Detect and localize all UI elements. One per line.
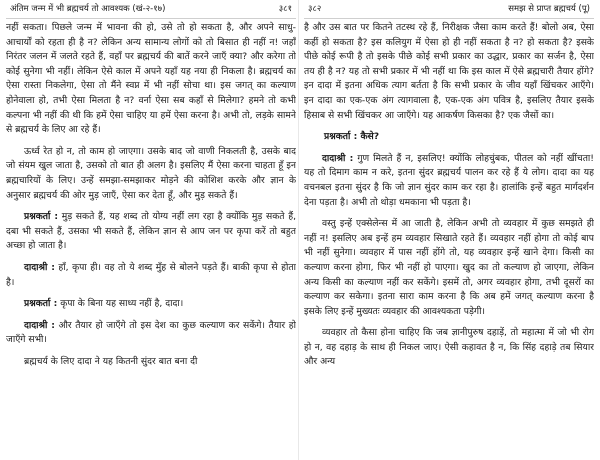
left-page [6, 0, 296, 460]
right-page [304, 0, 594, 460]
question-heading: प्रश्नकर्ता : कैसे? [324, 131, 380, 143]
dialogue-text: मुड़ सकते हैं, यह शब्द तो योग्य नहीं लग रहा है क्योंकि मुड़ सकते हैं, दबा भी सकते हैं, उसका भी सकते हैं, लेकिन ज्ञान से आप जन पर कृपा करें तो बहुत अच्छा हो जाता है। [6, 211, 296, 252]
speaker-label: दादाश्री : [24, 261, 55, 273]
right-header-title: समझ से प्राप्त ब्रह्मचर्य (पू) [508, 3, 590, 14]
left-page-header [6, 0, 296, 19]
right-paragraph-3: व्यवहार तो कैसा होना चाहिए कि जब ज्ञानीपुरुष दहाड़ें, तो महात्मा में जो भी रोग हो न, वह दहाड़ के साथ ही निकल जाए। ऐसी कहावत है न, कि सिंह दहाड़े तब सियार और अन्य [304, 327, 594, 368]
right-paragraph-1: है और उस बात पर कितने तटस्थ रहे हैं, निरीक्षक जैसा काम करते हैं! बोलो अब, ऐसा कहीं हो सकता है? इस कलियुग में ऐसा हो ही नहीं सकता है न? हो सकता है? इसके पीछे कोई रूपी है तो इसके पीछे कोई सभी प्रकार का उद्धार, प्रकार का सर्जन है, ऐसा तय ही है न? यह तो सभी प्रकार में भी नहीं था कि इस काल में ऐसे ब्रह्मचारी तैयार होंगे? इन दादा में इतना अधिक त्याग बर्तता है कि सभी प्रकार के जीव यहाँ खिंचकर आएँगे। इन दादा का एक-एक अंग त्यागवाला है, एक-एक अंग पवित्र है, इसलिए तैयार इसके हिसाब से सभी खिंचकर आ जाएँगे। यह आकर्षण किसका है? एक जैसों का। [304, 22, 594, 121]
speaker-label: प्रश्नकर्ता : [24, 211, 59, 223]
dialogue-text: और तैयार हो जाएँगे तो इस देश का कुछ कल्याण कर सकेंगे। तैयार हो जाएँगे सभी। [6, 319, 296, 346]
dialogue-5 [304, 152, 594, 210]
dialogue-text: हाँ, कृपा ही। वह तो ये शब्द मुँह से बोलने पड़ते हैं। बाकी कृपा से होता है। [6, 261, 296, 288]
right-page-header [304, 0, 594, 19]
dialogue-4 [6, 319, 296, 348]
left-header-title: अंतिम जन्म में भी ब्रह्मचर्य तो आवश्यक (खं-२-१७) [10, 3, 166, 14]
dialogue-text: कृपा के बिना यह साध्य नहीं है, दादा। [60, 298, 184, 310]
speaker-label: दादाश्री : [322, 152, 354, 164]
dialogue-1 [6, 210, 296, 254]
speaker-label: प्रश्नकर्ता : [24, 298, 58, 310]
left-paragraph-2: ऊर्ध्व रेत हो न, तो काम हो जाएगा। उसके बाद जो वाणी निकलती है, उसके बाद जो संयम खुल जाता है, उसको तो बात ही अलग है। इसलिए मैं ऐसा करना चाहता हूँ इन ब्रह्मचारियों के लिए। उन्हें समझा-समझाकर मोड़ने की कोशिश करके और ज्ञान के अनुसार ब्रह्मचर्य की ओर मुड़ जाएँ, ऐसा कर देता हूँ, और मुड़ सकते हैं। [6, 145, 296, 201]
left-paragraph-1: नहीं सकता। पिछले जन्म में भावना की हो, उसे तो हो सकता है, और अपने साधु-आचार्यों को रहता ही है न? लेकिन अन्य सामान्य लोगों को तो बिसात ही नहीं न! जहाँ निरंतर जलन में जलते रहते हैं, वहाँ पर ब्रह्मचर्य की बातें करने जाएँ क्या? और करेगा तो कोई सुनेगा भी नहीं। लेकिन ऐसे काल में अपने यहाँ यह नया ही निकला है। ब्रह्मचर्य का ऐसा रास्ता निकलेगा, ऐसा तो मैंने स्वप्न में भी नहीं सोचा था। इस जगत् का कल्याण होनेवाला हो, तभी ऐसा मिलता है न? वर्ना ऐसा सब कहाँ से मिलेगा? हमने तो कभी कल्पना भी नहीं की थी कि हमें ऐसा चाहिए या हमें ऐसा करना है। अभी तो, लड़के सामने से ब्रह्मचर्य के लिए आ रहे हैं। [6, 22, 296, 136]
dialogue-text: गुण मिलते हैं न, इसलिए! क्योंकि लोहचुंबक, पीतल को नहीं खींचता! यह तो दिमाग काम न करे, इतना सुंदर ब्रह्मचर्य पालन कर रहे हैं ये लोग। दादा का यह वचनबल इतना सुंदर है कि जो ज्ञान सुंदर काम कर रहा है। हालांकि इन्हें बहुत मार्गदर्शन देना पड़ता है। अभी तो थोड़ा धमकाना भी पड़ता है। [304, 152, 594, 208]
right-paragraph-2: वस्तु इन्हें एक्सेलेन्स में आ जाती है, लेकिन अभी तो व्यवहार में कुछ समझते ही नहीं न! इसलिए अब इन्हें हम व्यवहार सिखाते रहते हैं। व्यवहार नहीं होगा तो कोई बाप भी नहीं सुनेगा। व्यवहार में पास नहीं होंगे तो, यह व्यवहार इन्हें खाने देगा। किसी का कल्याण करना होगा, फिर भी नहीं हो पाएगा। खुद का तो कल्याण हो जाएगा, लेकिन अन्य किसी का कल्याण नहीं कर सकेंगे। इसमें तो, अगर व्यवहार होगा, तभी दूसरों का कल्याण कर सकेगा। इतना सारा काम करना है कि अब हमें जगत् कल्याण करना है इसके लिए इन्हें मुख्यतः व्यवहार की आवश्यकता पड़ेगी। [304, 218, 594, 317]
dialogue-2 [6, 261, 296, 290]
left-closing-line: ब्रह्मचर्य के लिए दादा ने यह कितनी सुंदर बात बना दी [24, 355, 198, 367]
speaker-label: दादाश्री : [24, 319, 55, 331]
right-page-number: ३८२ [308, 3, 322, 14]
dialogue-3 [6, 297, 296, 312]
left-page-number: ३८१ [278, 3, 292, 14]
page-gutter [298, 0, 299, 460]
